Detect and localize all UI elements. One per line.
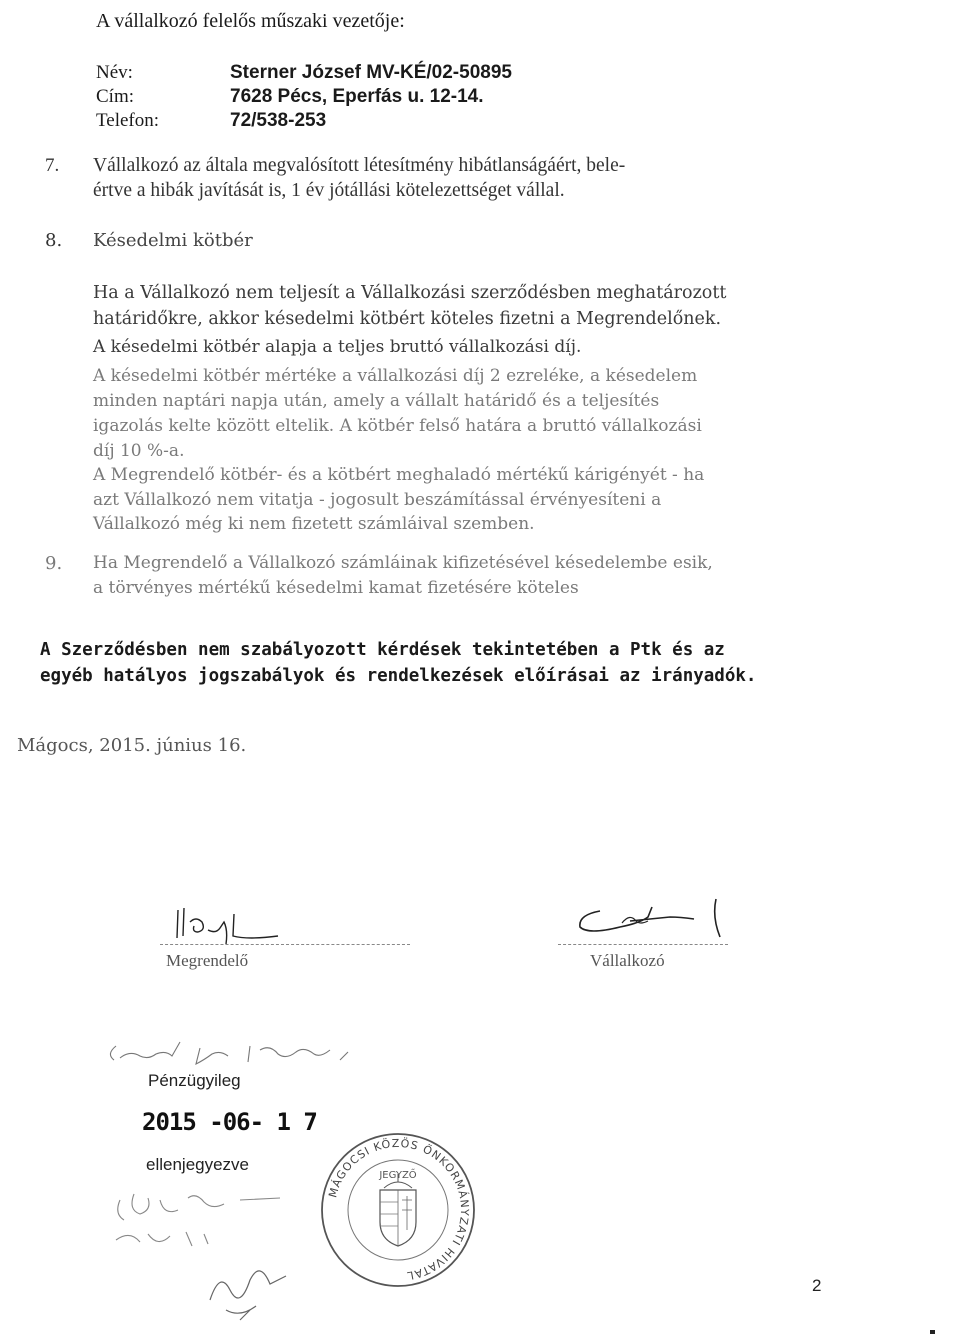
section-8-title: Késedelmi kötbér [93, 230, 253, 251]
seal-ring-text: MÁGOCSI KÖZÖS ÖNKORMÁNYZATI HIVATAL [326, 1136, 472, 1283]
scan-speck [930, 1330, 935, 1334]
closing-clause-line-2: egyéb hatályos jogszabályok és rendelkezések előírásai az irányadók. [40, 666, 757, 686]
penalty-paragraph-3-line-4: díj 10 %-a. [93, 441, 185, 461]
contractor-caption: Vállalkozó [590, 951, 665, 970]
address-value: 7628 Pécs, Eperfás u. 12-14. [230, 86, 484, 107]
finance-status: ellenjegyezve [146, 1155, 250, 1174]
contractor-signature-line [558, 944, 728, 945]
place-and-date: Mágocs, 2015. június 16. [17, 735, 247, 756]
section-7-number: 7. [45, 155, 60, 176]
section-7-line-2: értve a hibák javítását is, 1 év jótállási kötelezettséget vállal. [93, 180, 565, 201]
client-signature [168, 900, 288, 950]
section-8-number: 8. [45, 230, 63, 251]
contractor-signature [560, 895, 740, 950]
penalty-paragraph-2: A késedelmi kötbér alapja a teljes bruttó vállalkozási díj. [93, 337, 582, 357]
name-value: Sterner József MV-KÉ/02-50895 [230, 62, 512, 83]
section-7-line-1: Vállalkozó az általa megvalósított létesítmény hibátlanságáért, bele- [93, 155, 626, 176]
seal-graphic [318, 1130, 478, 1290]
penalty-paragraph-4-line-2: azt Vállalkozó nem vitatja - jogosult beszámítással érvényesíteni a [93, 490, 662, 510]
section-9-line-1: Ha Megrendelő a Vállalkozó számláinak kifizetésével késedelembe esik, [93, 553, 713, 573]
client-caption: Megrendelő [166, 951, 249, 970]
coat-of-arms-icon [380, 1174, 416, 1246]
penalty-paragraph-1-line-2: határidőkre, akkor késedelmi kötbért köteles fizetni a Megrendelőnek. [93, 309, 722, 329]
client-signature-line [160, 944, 410, 945]
penalty-paragraph-4-line-3: Vállalkozó még ki nem fizetett számláival szemben. [93, 514, 535, 534]
finance-stamp-date: 2015 -06- 1 7 [142, 1108, 317, 1136]
seal-center-text: JEGYZŐ [379, 1170, 417, 1181]
penalty-paragraph-3-line-1: A késedelmi kötbér mértéke a vállalkozási díj 2 ezreléke, a késedelem [93, 366, 698, 386]
penalty-paragraph-4-line-1: A Megrendelő kötbér- és a kötbért meghaladó mértékű kárigényét - ha [93, 465, 705, 485]
responsible-manager-heading: A vállalkozó felelős műszaki vezetője: [96, 10, 405, 32]
seal-overlay-signature [190, 1240, 300, 1330]
phone-value: 72/538-253 [230, 110, 327, 131]
section-9-line-2: a törvényes mértékű késedelmi kamat fizetésére köteles [93, 578, 579, 598]
address-label: Cím: [96, 86, 135, 107]
penalty-paragraph-3-line-3: igazolás kelte között eltelik. A kötbér felső határa a bruttó vállalkozási [93, 416, 702, 436]
closing-clause-line-1: A Szerződésben nem szabályozott kérdések tekintetében a Ptk és az [40, 640, 725, 660]
finance-handwritten-signature [100, 1030, 420, 1070]
section-9-number: 9. [45, 553, 63, 574]
penalty-paragraph-3-line-2: minden naptári napja után, amely a vállalt határidő és a teljesítés [93, 391, 660, 411]
finance-department: Pénzügyileg [148, 1071, 241, 1090]
page-number: 2 [812, 1276, 822, 1295]
name-label: Név: [96, 62, 133, 83]
penalty-paragraph-1-line-1: Ha a Vállalkozó nem teljesít a Vállalkozási szerződésben meghatározott [93, 283, 727, 303]
phone-label: Telefon: [96, 110, 160, 131]
